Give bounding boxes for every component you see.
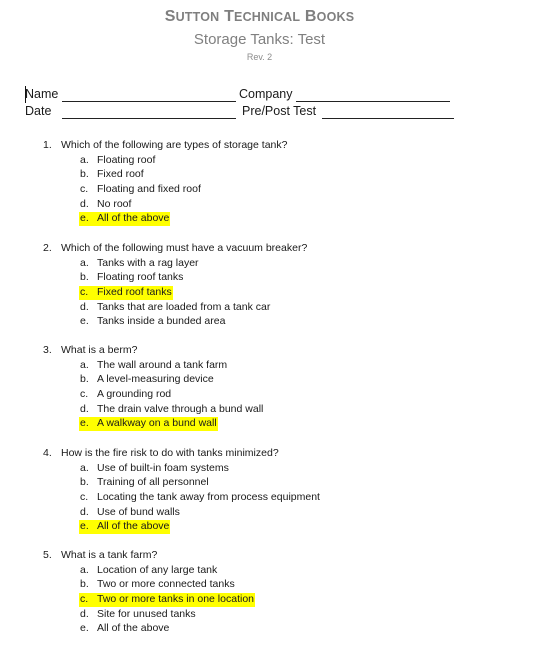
option-letter: b.: [80, 271, 89, 284]
prepost-field[interactable]: [322, 104, 454, 119]
option-letter: c.: [80, 593, 89, 606]
option-text: Two or more connected tanks: [97, 578, 235, 591]
question-text: Which of the following are types of storage tank?: [61, 139, 288, 151]
option-letter: c.: [80, 183, 89, 196]
option-text: Use of bund walls: [97, 505, 180, 518]
option-letter: a.: [80, 461, 89, 474]
option-text: A grounding rod: [97, 388, 172, 401]
option-letter: d.: [80, 300, 89, 313]
option-letter: d.: [80, 505, 89, 518]
option-text: Fixed roof tanks: [97, 286, 172, 299]
option-letter: e.: [80, 520, 89, 533]
option-letter: c.: [80, 286, 89, 299]
option-letter: d.: [80, 197, 89, 210]
option-letter: a.: [80, 563, 89, 576]
option-text: All of the above: [97, 212, 170, 225]
option-text: Site for unused tanks: [97, 607, 196, 620]
option-text: Use of built-in foam systems: [97, 461, 229, 474]
option-letter: a.: [80, 256, 89, 269]
option-text: Tanks that are loaded from a tank car: [97, 300, 271, 313]
option-text: All of the above: [97, 622, 170, 635]
option-letter: e.: [80, 212, 89, 225]
prepost-label: Pre/Post Test: [242, 104, 317, 118]
option-letter: b.: [80, 578, 89, 591]
option-text: The drain valve through a bund wall: [97, 402, 264, 415]
option-letter: b.: [80, 168, 89, 181]
option-letter: c.: [80, 388, 89, 401]
option-text: Training of all personnel: [97, 476, 209, 489]
question-text: Which of the following must have a vacuum breaker?: [61, 242, 308, 254]
company-label: Company: [239, 87, 293, 101]
option-text: The wall around a tank farm: [97, 358, 228, 371]
question-number: 1.: [43, 139, 52, 151]
question-number: 5.: [43, 549, 52, 561]
question-text: What is a tank farm?: [61, 549, 158, 561]
name-company-row: [25, 87, 465, 105]
name-field[interactable]: [62, 87, 236, 102]
option-text: Tanks inside a bunded area: [97, 315, 226, 328]
option-text: A walkway on a bund wall: [97, 417, 217, 430]
option-text: Tanks with a rag layer: [97, 256, 199, 269]
option-text: Fixed roof: [97, 168, 144, 181]
option-text: Location of any large tank: [97, 563, 218, 576]
option-text: Floating roof: [97, 153, 156, 166]
date-label: Date: [25, 104, 52, 118]
company-field[interactable]: [296, 87, 450, 102]
option-letter: b.: [80, 476, 89, 489]
name-label: Name: [25, 87, 59, 101]
option-text: Two or more tanks in one location: [97, 593, 254, 606]
publisher-name: SUTTON TECHNICAL BOOKS: [164, 8, 355, 25]
date-field[interactable]: [62, 104, 236, 119]
option-letter: e.: [80, 622, 89, 635]
option-text: Locating the tank away from process equipment: [97, 491, 320, 504]
option-text: All of the above: [97, 520, 170, 533]
option-letter: e.: [80, 417, 89, 430]
question-text: How is the fire risk to do with tanks minimized?: [61, 447, 279, 459]
option-letter: c.: [80, 491, 89, 504]
option-text: Floating roof tanks: [97, 271, 184, 284]
question-number: 2.: [43, 242, 52, 254]
document-title: Storage Tanks: Test: [193, 31, 326, 48]
option-letter: b.: [80, 373, 89, 386]
option-letter: a.: [80, 153, 89, 166]
option-letter: d.: [80, 402, 89, 415]
option-text: Floating and fixed roof: [97, 183, 201, 196]
revision-label: Rev. 2: [246, 52, 273, 62]
date-test-row: [25, 104, 465, 122]
option-text: No roof: [97, 197, 132, 210]
option-letter: e.: [80, 315, 89, 328]
option-text: A level-measuring device: [97, 373, 214, 386]
question-text: What is a berm?: [61, 344, 138, 356]
option-letter: d.: [80, 607, 89, 620]
option-letter: a.: [80, 358, 89, 371]
question-number: 4.: [43, 447, 52, 459]
question-number: 3.: [43, 344, 52, 356]
